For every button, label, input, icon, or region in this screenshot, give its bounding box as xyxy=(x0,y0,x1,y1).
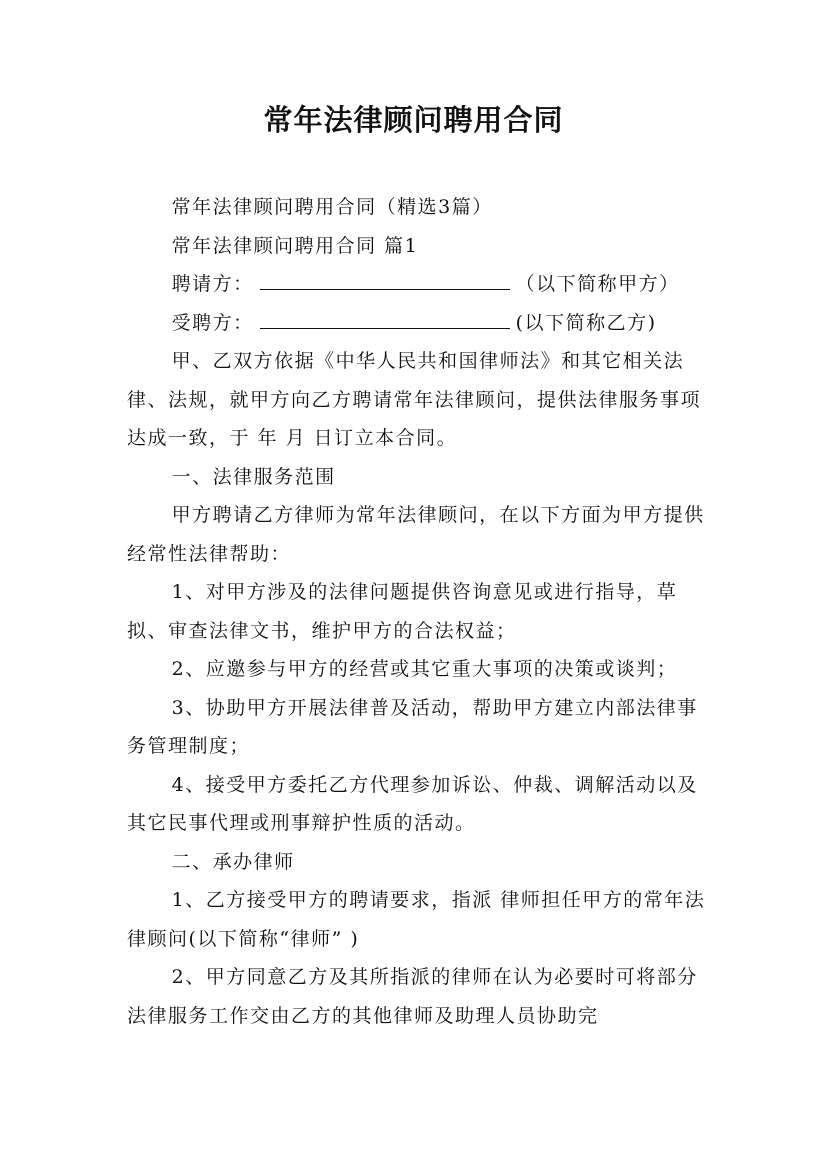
party-b-label: 受聘方： xyxy=(171,311,254,334)
party-a-label: 聘请方： xyxy=(171,273,254,295)
heading-service-scope: 一、法律服务范围 xyxy=(171,465,336,488)
lawyer-item-1: 1、乙方接受甲方的聘请要求，指派 律师担任甲方的常年法律顾问(以下简称“律师” ) xyxy=(127,889,706,950)
subtitle-line: 常年法律顾问聘用合同（精选3篇） xyxy=(171,196,493,218)
section-heading: 常年法律顾问聘用合同 篇1 xyxy=(171,234,419,257)
lawyer-item-2: 2、甲方同意乙方及其所指派的律师在认为必要时可将部分法律服务工作交由乙方的其他律师及助理人员协助完 xyxy=(127,966,698,1027)
list-item-3: 3、协助甲方开展法律普及活动，帮助甲方建立内部法律事务管理制度； xyxy=(127,696,698,757)
party-b-blank xyxy=(260,308,510,329)
party-a-blank xyxy=(260,269,510,290)
document-body xyxy=(127,188,707,1035)
party-b-line xyxy=(127,304,707,343)
heading-lawyer: 二、承办律师 xyxy=(171,850,295,873)
list-item-1: 1、对甲方涉及的法律问题提供咨询意见或进行指导，草拟、审查法律文书，维护甲方的合法权益； xyxy=(127,581,678,642)
paragraph-scope-intro: 甲方聘请乙方律师为常年法律顾问，在以下方面为甲方提供经常性法律帮助： xyxy=(127,504,705,565)
paragraph-intro: 甲、乙双方依据《中华人民共和国律师法》和其它相关法律、法规，就甲方向乙方聘请常年法律顾问，提供法律服务事项达成一致，于 年 月 日订立本合同。 xyxy=(127,350,702,449)
list-item-4: 4、接受甲方委托乙方代理参加诉讼、仲裁、调解活动以及其它民事代理或刑事辩护性质的活动。 xyxy=(127,773,698,834)
party-b-suffix: (以下简称乙方) xyxy=(515,311,657,334)
party-a-line xyxy=(127,265,707,304)
list-item-2: 2、应邀参与甲方的经营或其它重大事项的决策或谈判； xyxy=(171,658,678,680)
party-a-suffix: （以下简称甲方） xyxy=(515,273,680,295)
document-title: 常年法律顾问聘用合同 xyxy=(263,103,564,137)
